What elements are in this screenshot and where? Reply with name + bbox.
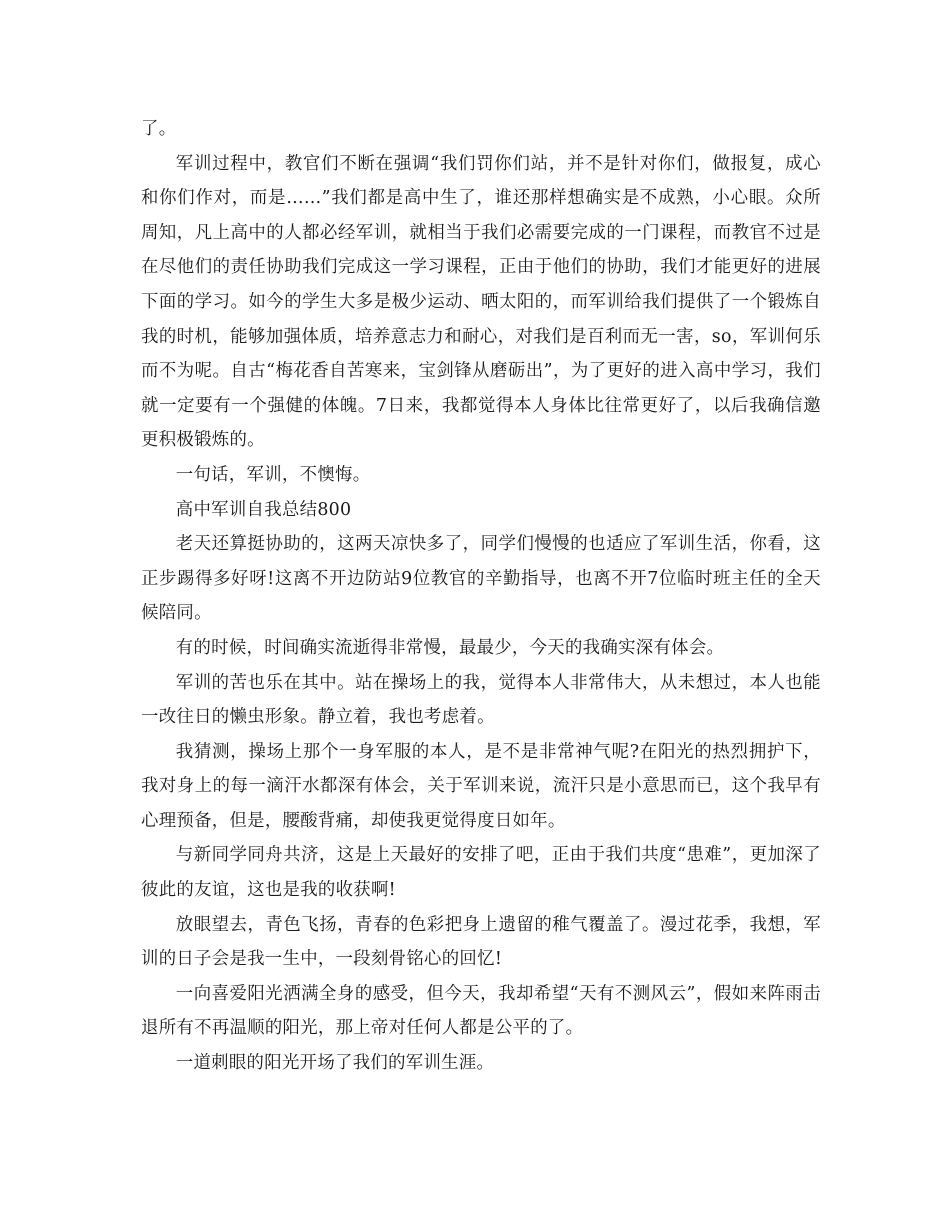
section-heading: 高中军训自我总结800 [175,499,352,520]
paragraph: 我猜测，操场上那个一身军服的本人，是不是非常神气呢?在阳光的热烈拥护下，我对身上的每一滴汗水都深有体会，关于军训来说，流汗只是小意思而已，这个我早有心理预备，但是，腰酸背痛，却使我更觉得度日如年。 [141,741,821,831]
paragraph: 放眼望去，青色飞扬，青春的色彩把身上遗留的稚气覆盖了。漫过花季，我想，军训的日子会是我一生中，一段刻骨铭心的回忆! [141,914,821,970]
paragraph: 军训过程中，教官们不断在强调“我们罚你们站，并不是针对你们，做报复，成心和你们作对，而是……”我们都是高中生了，谁还那样想确实是不成熟，小心眼。众所周知，凡上高中的人都必经军训，就相当于我们必需要完成的一门课程，而教官不过是在尽他们的责任协助我们完成这一学习课程，正由于他们的协助，我们才能更好的进展下面的学习。如今的学生大多是极少运动、晒太阳的，而军训给我们提供了一个锻炼自我的时机，能够加强体质，培养意志力和耐心，对我们是百利而无一害，so，军训何乐而不为呢。自古“梅花香自苦寒来，宝剑锋从磨砺出”，为了更好的进入高中学习，我们就一定要有一个强健的体魄。7日来，我都觉得本人身体比往常更好了，以后我确信邀更积极锻炼的。 [141,153,821,451]
paragraph: 与新同学同舟共济，这是上天最好的安排了吧，正由于我们共度“患难”，更加深了彼此的友谊，这也是我的收获啊! [141,845,821,901]
paragraph: 老天还算挺协助的，这两天凉快多了，同学们慢慢的也适应了军训生活，你看，这正步踢得多好呀!这离不开边防站9位教官的辛勤指导，也离不开7位临时班主任的全天候陪同。 [141,534,821,624]
paragraph-continuation: 了。 [141,119,177,139]
paragraph: 一句话，军训，不懊悔。 [175,464,371,485]
paragraph: 一向喜爱阳光洒满全身的感受，但今天，我却希望“天有不测风云”，假如来阵雨击退所有不再温顺的阳光，那上帝对任何人都是公平的了。 [141,983,821,1039]
paragraph: 有的时候，时间确实流逝得非常慢，最最少，今天的我确实深有体会。 [175,637,725,658]
paragraph: 军训的苦也乐在其中。站在操场上的我，觉得本人非常伟大，从未想过，本人也能一改往日的懒虫形象。静立着，我也考虑着。 [141,672,821,728]
document-body [141,112,821,1081]
paragraph: 一道刺眼的阳光开场了我们的军训生涯。 [175,1053,495,1074]
